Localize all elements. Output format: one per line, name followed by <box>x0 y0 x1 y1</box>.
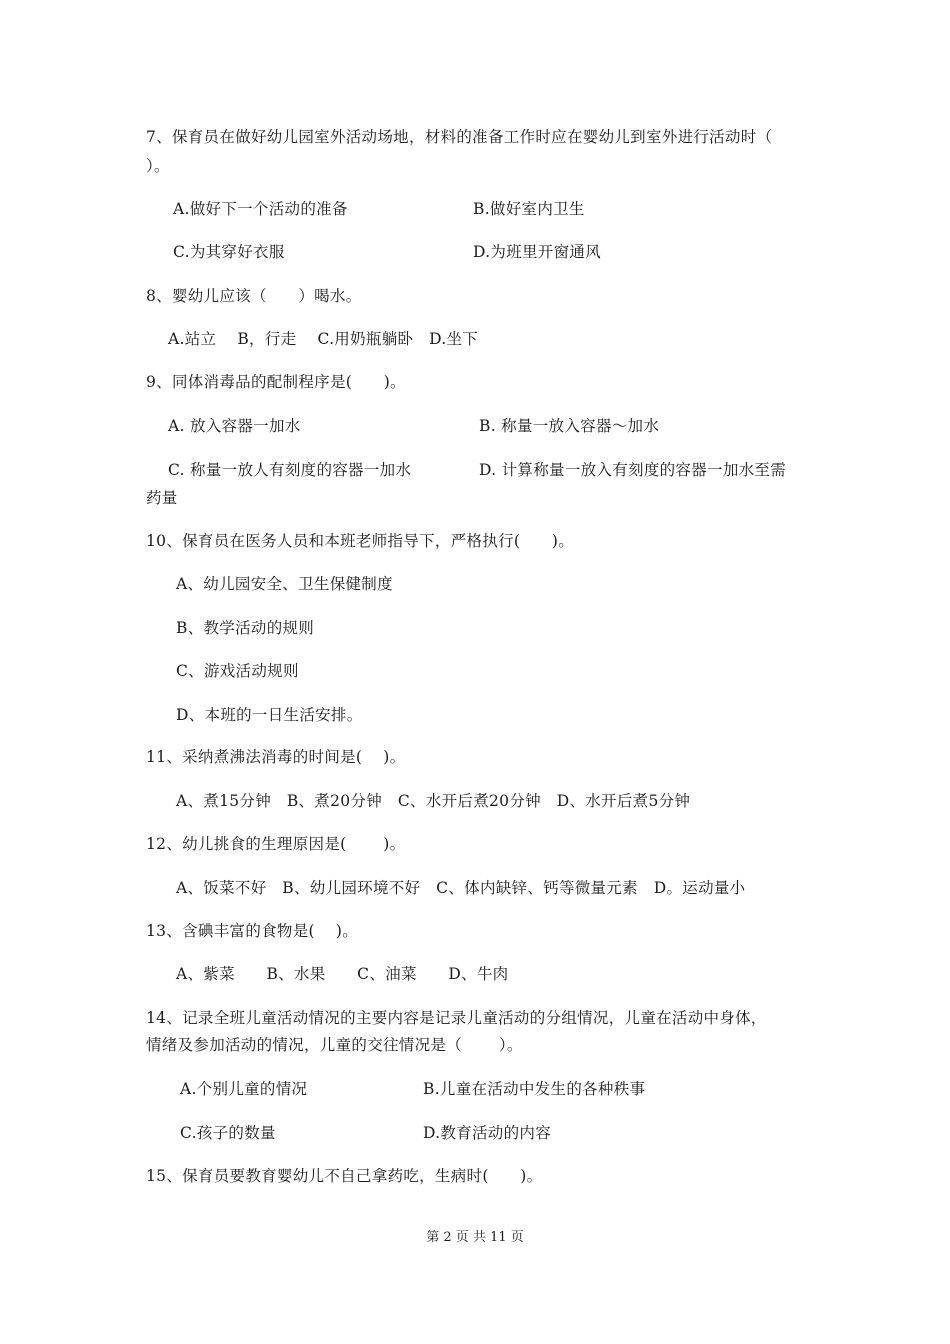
q9-option-b: B. 称量一放入容器～加水 <box>479 417 660 435</box>
q9-option-d: D. 计算称量一放入有刻度的容器一加水至需 <box>479 461 787 479</box>
q9-option-d-continued: 药量 <box>146 489 178 507</box>
q9-stem: 9、同体消毒品的配制程序是( )。 <box>146 373 406 391</box>
q10-option-d: D、本班的一日生活安排。 <box>176 706 363 724</box>
q11-stem: 11、采纳煮沸法消毒的时间是( )。 <box>146 748 406 766</box>
q10-option-a: A、幼儿园安全、卫生保健制度 <box>176 575 393 593</box>
q14-stem-line1: 14、记录全班儿童活动情况的主要内容是记录儿童活动的分组情况，儿童在活动中身体， <box>146 1009 767 1027</box>
q14-option-a: A.个别儿童的情况 <box>180 1080 308 1098</box>
page-number-footer: 第 2 页 共 11 页 <box>426 1230 524 1245</box>
q14-option-c: C.孩子的数量 <box>180 1124 276 1142</box>
q9-option-c: C. 称量一放人有刻度的容器一加水 <box>168 461 412 479</box>
q10-option-b: B、教学活动的规则 <box>176 619 315 637</box>
q10-stem: 10、保育员在医务人员和本班老师指导下，严格执行( )。 <box>146 532 575 550</box>
q7-stem-line1: 7、保育员在做好幼儿园室外活动场地，材料的准备工作时应在婴幼儿到室外进行活动时（ <box>146 128 773 146</box>
q14-option-b: B.儿童在活动中发生的各种秩事 <box>423 1080 646 1098</box>
q11-options: A、煮15分钟 B、煮20分钟 C、水开后煮20分钟 D、水开后煮5分钟 <box>176 792 691 810</box>
q7-stem-line2: ）。 <box>146 157 170 175</box>
q14-option-d: D.教育活动的内容 <box>423 1124 552 1142</box>
q7-option-a: A.做好下一个活动的准备 <box>173 200 348 218</box>
q7-option-c: C.为其穿好衣服 <box>173 243 285 261</box>
q9-option-a: A. 放入容器一加水 <box>168 417 301 435</box>
q13-options: A、紫菜 B、水果 C、油菜 D、牛肉 <box>176 965 509 983</box>
q8-stem: 8、婴幼儿应该（ ）喝水。 <box>146 287 362 305</box>
q12-stem: 12、幼儿挑食的生理原因是( )。 <box>146 835 406 853</box>
q12-options: A、饭菜不好 B、幼儿园环境不好 C、体内缺锌、钙等微量元素 D。运动量小 <box>176 879 746 897</box>
q13-stem: 13、含碘丰富的食物是( )。 <box>146 922 359 940</box>
q7-option-d: D.为班里开窗通风 <box>473 243 602 261</box>
q15-stem: 15、保育员要教育婴幼儿不自己拿药吃，生病时( )。 <box>146 1167 543 1185</box>
q8-options: A.站立 B，行走 C.用奶瓶躺卧 D.坐下 <box>168 330 479 348</box>
q14-stem-line2: 情绪及参加活动的情况，儿童的交往情况是（ ）。 <box>146 1036 523 1054</box>
q10-option-c: C、游戏活动规则 <box>176 662 299 680</box>
q7-option-b: B.做好室内卫生 <box>473 200 585 218</box>
